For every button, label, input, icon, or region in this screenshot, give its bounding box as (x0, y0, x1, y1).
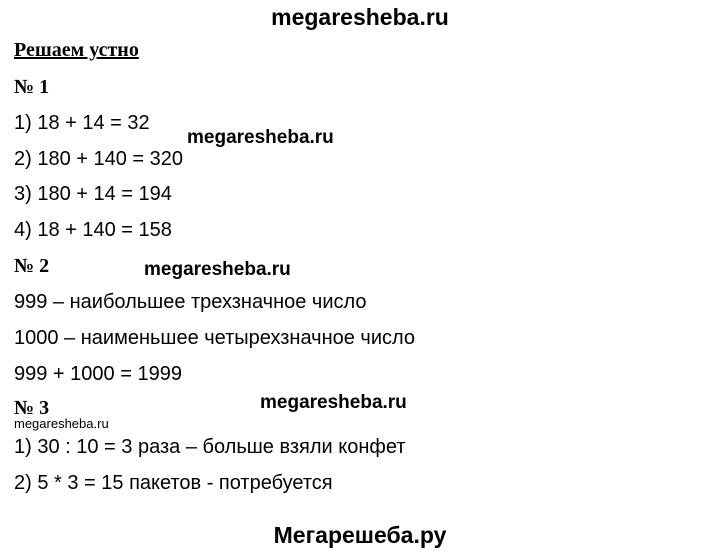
watermark-bottom: Мегарешеба.ру (273, 522, 447, 548)
task1-line-4: 4) 18 + 140 = 158 (14, 219, 172, 241)
task1-heading: № 1 (14, 76, 50, 98)
task1-line-2: 2) 180 + 140 = 320 (14, 148, 184, 170)
task3-line-1: 1) 30 : 10 = 3 раза – больше взяли конфет (14, 436, 406, 458)
task1-line-3: 3) 180 + 14 = 194 (14, 183, 172, 205)
watermark-inline-1: megaresheba.ru (187, 127, 334, 148)
watermark-small: megaresheba.ru (14, 416, 109, 431)
task3-heading: № 3 (14, 397, 50, 419)
watermark-inline-3: megaresheba.ru (260, 392, 407, 413)
watermark-top: megaresheba.ru (271, 4, 449, 30)
task2-line-2: 1000 – наименьшее четырехзначное число (14, 327, 416, 349)
task1-line-1: 1) 18 + 14 = 32 (14, 112, 150, 134)
section-title: Решаем устно (14, 39, 139, 61)
task2-heading: № 2 (14, 255, 50, 277)
task2-line-3: 999 + 1000 = 1999 (14, 363, 182, 385)
task3-line-2: 2) 5 * 3 = 15 пакетов - потребуется (14, 472, 333, 494)
task2-line-1: 999 – наибольшее трехзначное число (14, 291, 367, 313)
watermark-inline-2: megaresheba.ru (144, 259, 291, 280)
